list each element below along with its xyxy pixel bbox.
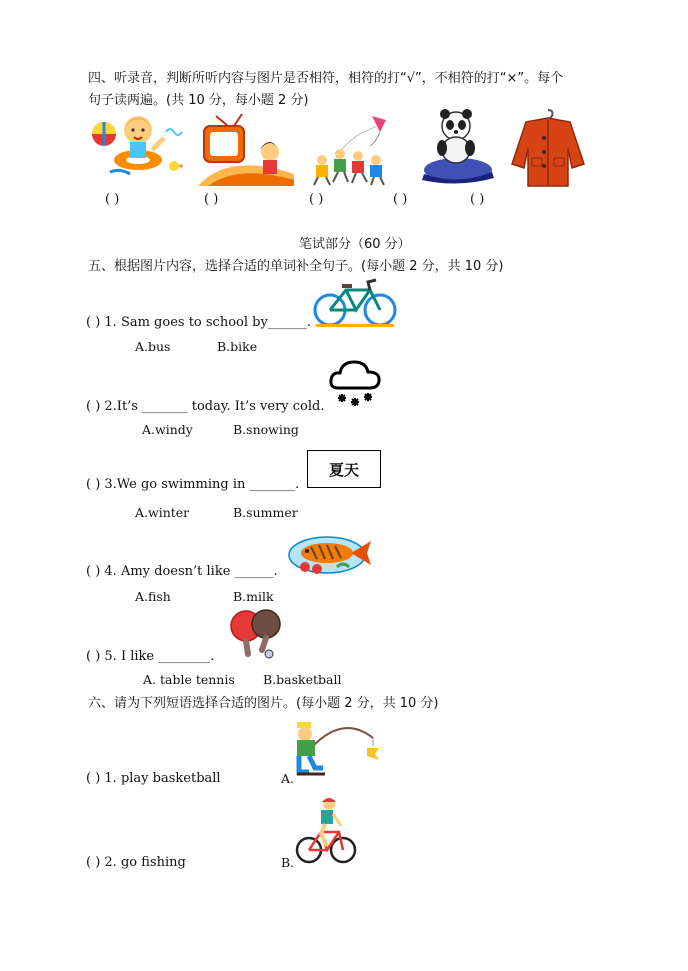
q3-option-a[interactable]: A.winter [135,505,190,520]
q2-stem: ( ) 2.It’s _______ today. It’s very cold. [86,399,325,414]
section6-instruction: 六、请为下列短语选择合适的图片。(每小题 2 分，共 10 分) [88,696,439,711]
answer-blank-3[interactable]: ( ) [309,192,324,207]
q1-stem: ( ) 1. Sam goes to school by______. [86,315,311,330]
q1-option-a[interactable]: A.bus [135,339,171,354]
summer-box: 夏天 [307,450,381,488]
section4-instruction-line2: 句子读两遍。(共 10 分，每小题 2 分) [88,93,309,108]
q4-option-a[interactable]: A.fish [135,589,171,604]
q3-option-b[interactable]: B.summer [233,505,298,520]
answer-blank-4[interactable]: ( ) [393,192,408,207]
s6-item1-stem: ( ) 1. play basketball [86,771,221,786]
fish-dish-icon [287,527,377,577]
red-coat-icon [510,108,586,188]
table-tennis-icon [228,608,286,662]
q5-stem: ( ) 5. I like ________. [86,649,215,664]
girl-swimming-ring-icon [90,110,186,186]
snow-cloud-icon [328,358,382,410]
bicycle-icon [312,276,398,328]
s6-item2-stem: ( ) 2. go fishing [86,855,186,870]
panda-on-cap-icon [418,108,496,186]
kids-flying-kite-icon [308,112,396,188]
s6-item2-letter[interactable]: B. [281,855,295,870]
written-part-title: 笔试部分（60 分） [299,237,411,252]
q4-stem: ( ) 4. Amy doesn’t like ______. [86,564,278,579]
answer-blank-2[interactable]: ( ) [204,192,219,207]
q3-stem: ( ) 3.We go swimming in _______. [86,477,300,492]
boy-fishing-icon [293,718,381,780]
q5-option-b[interactable]: B.basketball [263,672,342,687]
q4-option-b[interactable]: B.milk [233,589,274,604]
q5-option-a[interactable]: A. table tennis [143,672,235,687]
s6-item1-letter[interactable]: A. [281,771,295,786]
section4-instruction-line1: 四、听录音，判断所听内容与图片是否相符，相符的打“√”，不相符的打“×”。每个 [88,71,564,86]
answer-blank-1[interactable]: ( ) [105,192,120,207]
tv-and-girl-icon [198,112,296,188]
girl-cycling-icon [295,796,357,866]
section5-instruction: 五、根据图片内容，选择合适的单词补全句子。(每小题 2 分，共 10 分) [88,259,504,274]
answer-blank-5[interactable]: ( ) [470,192,485,207]
q2-option-a[interactable]: A.windy [142,422,193,437]
q1-option-b[interactable]: B.bike [217,339,258,354]
q2-option-b[interactable]: B.snowing [233,422,299,437]
